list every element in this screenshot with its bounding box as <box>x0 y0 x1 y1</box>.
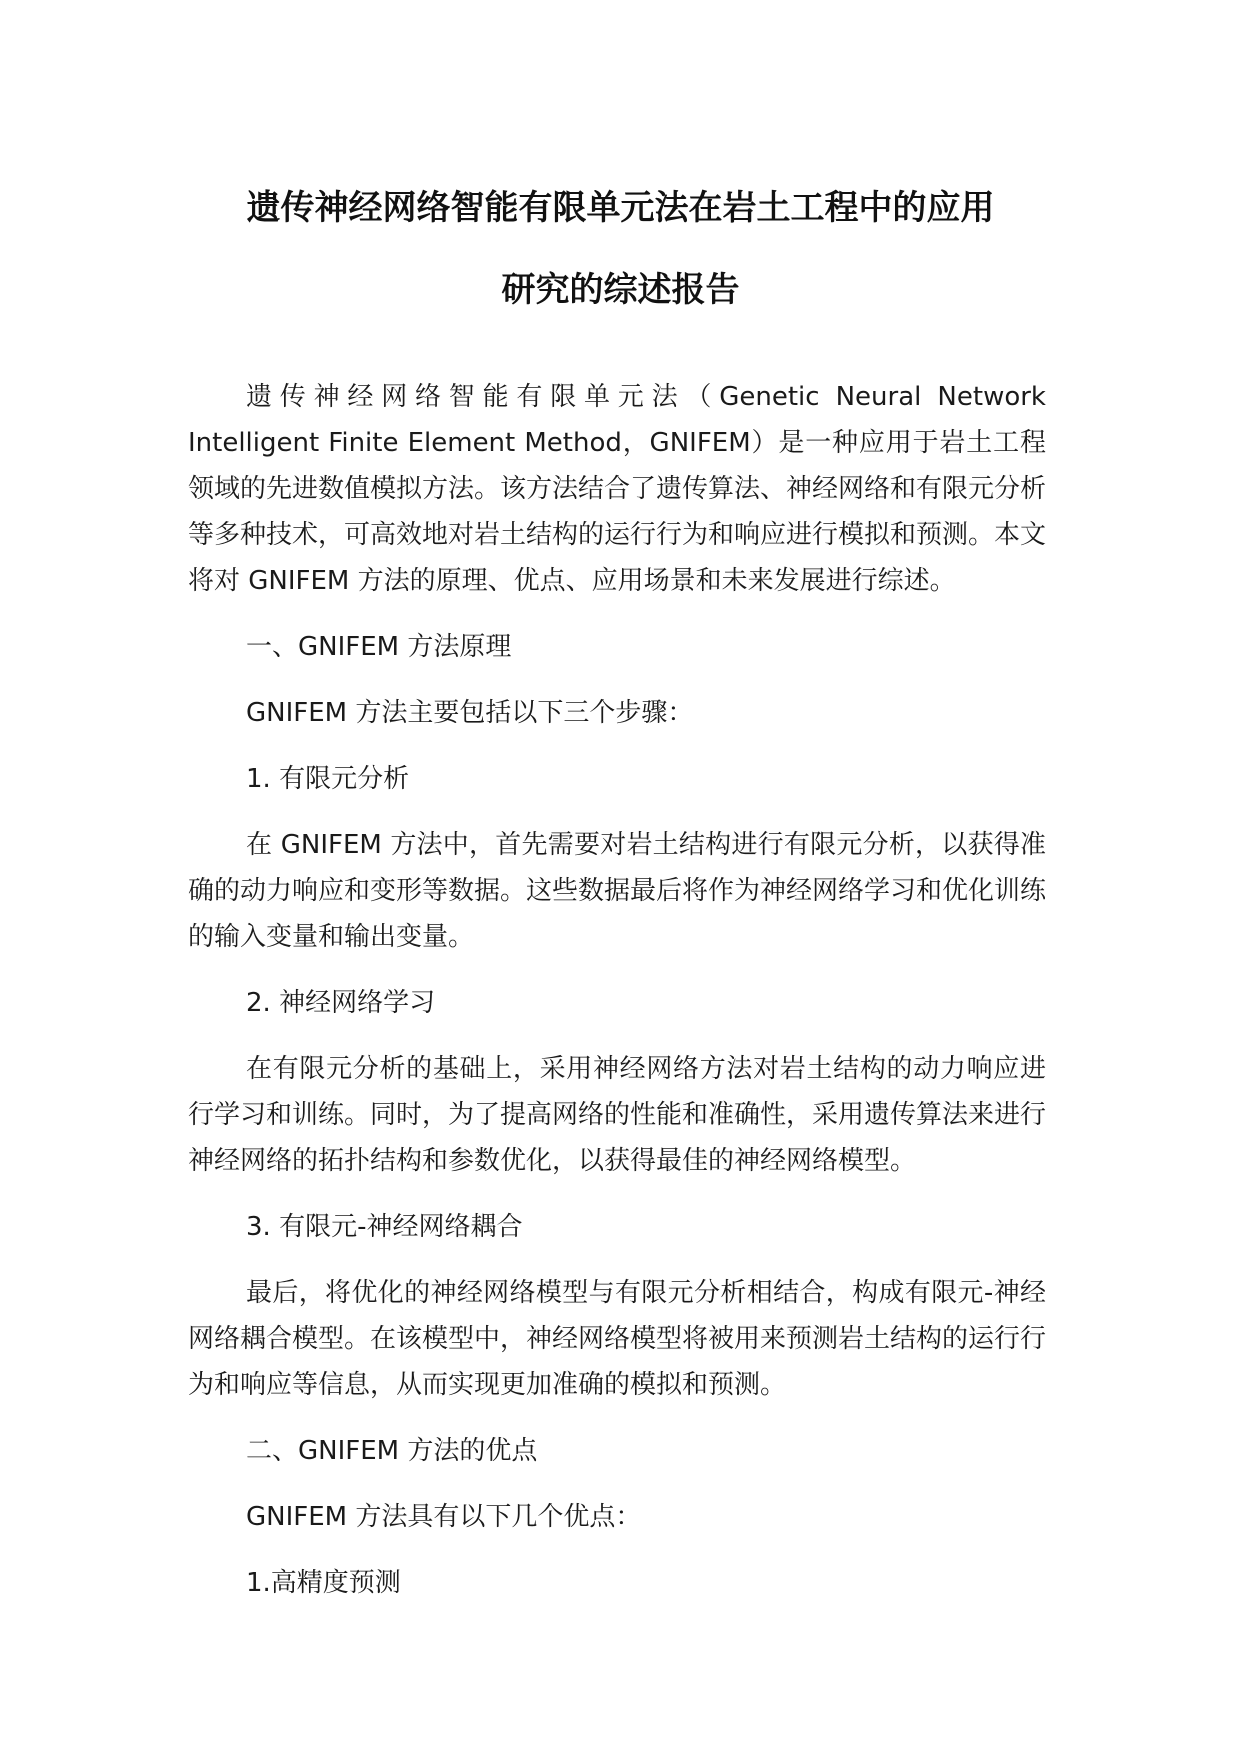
step-heading-fea: 1. 有限元分析 <box>246 764 410 794</box>
step-heading-coupling: 3. 有限元-神经网络耦合 <box>246 1212 523 1242</box>
intro-paragraph: 遗传神经网络智能有限单元法（Genetic Neural Network Intelligent Finite Element Method，GNIFEM）是一种应用于岩土工程领域的先进数值模拟方法。该方法结合了遗传算法、神经网络和有限元分析等多种技术，可高效地对岩土结构的运行行为和响应进行模拟和预测。本文将对 GNIFEM 方法的原理、优点、应用场景和未来发展进行综述。 <box>188 382 1047 596</box>
document-body <box>188 374 1046 1626</box>
advantage-heading-accuracy: 1.高精度预测 <box>246 1568 401 1598</box>
document-title-line-2: 研究的综述报告 <box>501 270 740 310</box>
step-paragraph-coupling: 最后，将优化的神经网络模型与有限元分析相结合，构成有限元-神经网络耦合模型。在该模型中，神经网络模型将被用来预测岩土结构的运行行为和响应等信息，从而实现更加准确的模拟和预测。 <box>188 1278 1047 1400</box>
step-paragraph-nn: 在有限元分析的基础上，采用神经网络方法对岩土结构的动力响应进行学习和训练。同时，为了提高网络的性能和准确性，采用遗传算法来进行神经网络的拓扑结构和参数优化，以获得最佳的神经网络模型。 <box>188 1054 1047 1176</box>
step-heading-nn: 2. 神经网络学习 <box>246 988 436 1018</box>
document-title-line-1: 遗传神经网络智能有限单元法在岩土工程中的应用 <box>246 188 995 228</box>
section-heading-principle: 一、GNIFEM 方法原理 <box>246 632 512 662</box>
section-heading-advantages: 二、GNIFEM 方法的优点 <box>246 1436 538 1466</box>
steps-intro: GNIFEM 方法主要包括以下三个步骤： <box>246 698 694 728</box>
advantages-intro: GNIFEM 方法具有以下几个优点： <box>246 1502 642 1532</box>
step-paragraph-fea: 在 GNIFEM 方法中，首先需要对岩土结构进行有限元分析，以获得准确的动力响应和变形等数据。这些数据最后将作为神经网络学习和优化训练的输入变量和输出变量。 <box>188 830 1047 952</box>
